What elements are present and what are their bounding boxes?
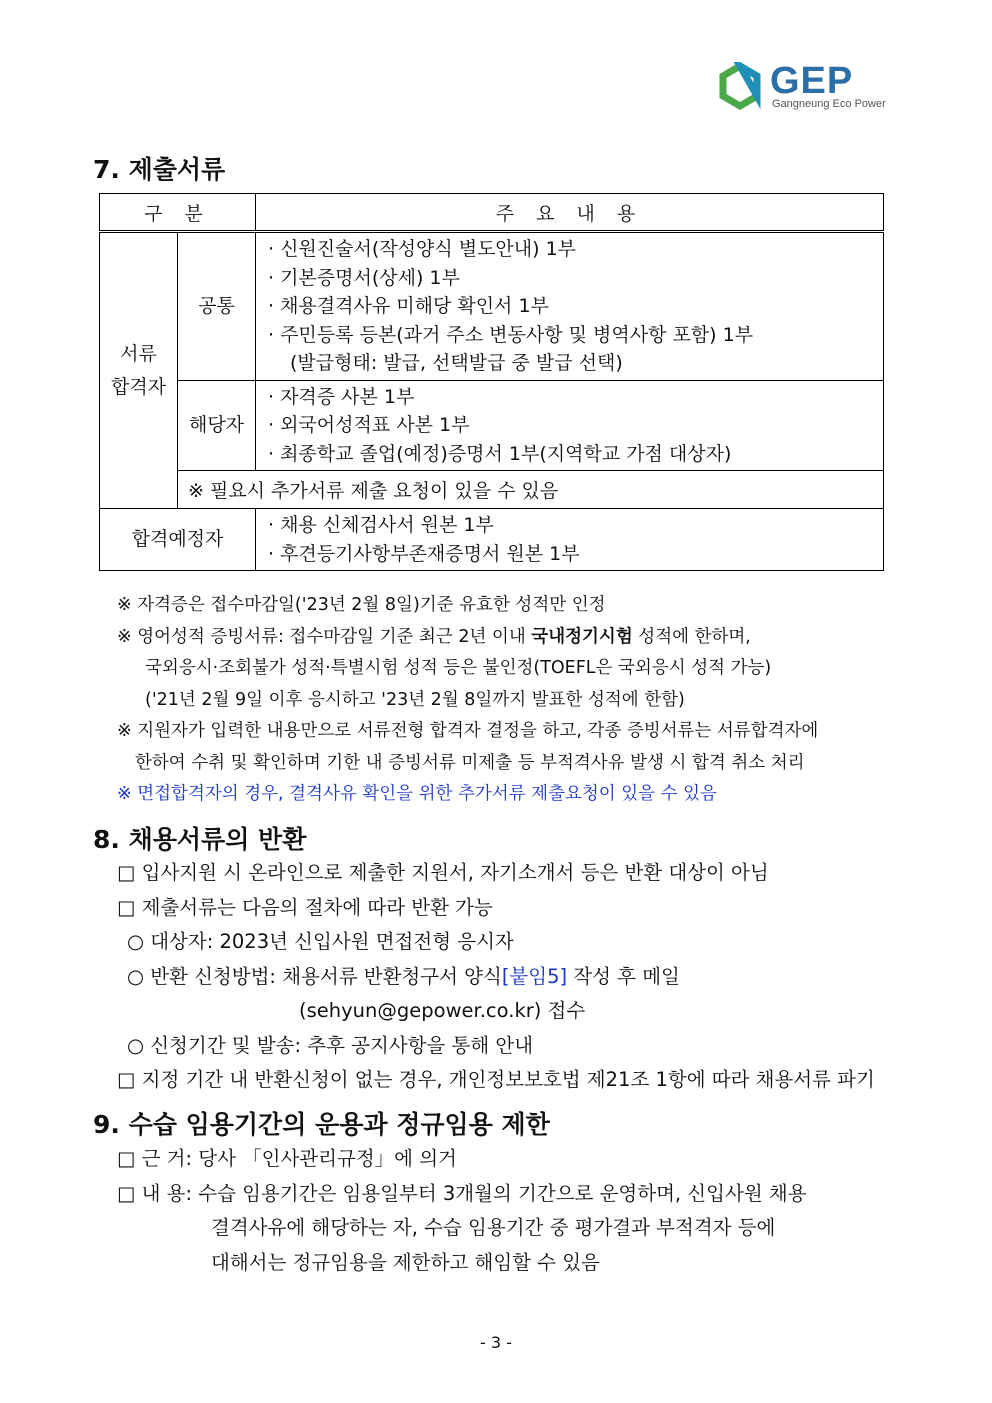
list-item: · 채용 신체검사서 원본 1부: [268, 514, 494, 536]
line-text: ○ 반환 신청방법: 채용서류 반환청구서 양식: [127, 964, 502, 988]
applicable-items: [256, 380, 884, 471]
list-item: (발급형태: 발급, 선택발급 중 발급 선택): [290, 352, 623, 374]
sub-bullet-line: ○ 신청기간 및 발송: 추후 공지사항을 통해 안내: [127, 1033, 534, 1057]
logo-subtitle: Gangneung Eco Power: [772, 98, 886, 110]
bullet-line: □ 지정 기간 내 반환신청이 없는 경우, 개인정보보호법 제21조 1항에 따라 채용서류 파기: [117, 1068, 875, 1091]
continuation-line: 대해서는 정규임용을 제한하고 해임할 수 있음: [211, 1250, 600, 1274]
bullet-line: □ 입사지원 시 온라인으로 제출한 지원서, 자기소개서 등은 반환 대상이 아님: [117, 861, 769, 884]
documents-table: [99, 193, 884, 571]
bullet-line: □ 제출서류는 다음의 절차에 따라 반환 가능: [117, 895, 493, 919]
list-item: · 채용결격사유 미해당 확인서 1부: [268, 295, 549, 317]
list-item: · 신원진술서(작성양식 별도안내) 1부: [268, 238, 577, 260]
sub-bullet-line: [117, 960, 875, 995]
note-text: ※ 영어성적 증빙서류: 접수마감일 기준 최근 2년 이내: [117, 626, 532, 647]
header-category: 구 분: [100, 194, 256, 232]
section-8-title: 8. 채용서류의 반환: [93, 825, 307, 854]
table-header-row: [100, 194, 884, 232]
finalist-items: [256, 509, 884, 571]
email-line: (sehyun@gepower.co.kr) 접수: [299, 999, 586, 1022]
table-row: [100, 232, 884, 381]
section-7-notes: [117, 590, 818, 811]
common-items: [256, 232, 884, 381]
logo-wordmark: GEP: [770, 60, 854, 102]
list-item: · 자격증 사본 1부: [268, 385, 415, 408]
company-logo: [716, 62, 896, 112]
note-emphasis: 국내정기시험: [531, 626, 633, 647]
list-item: · 외국어성적표 사본 1부: [268, 414, 470, 436]
bullet-line: □ 내 용: 수습 임용기간은 임용일부터 3개월의 기간으로 운영하며, 신입사원 채용: [117, 1181, 807, 1205]
continuation-line: 결격사유에 해당하는 자, 수습 임용기간 중 평가결과 부적격자 등에: [211, 1216, 776, 1239]
note-line: 한하여 수취 및 확인하며 기한 내 증빙서류 미제출 등 부적격사유 발생 시 합격 취소 처리: [135, 752, 805, 773]
attachment-ref: [붙임5]: [501, 964, 568, 988]
note-line: ※ 자격증은 접수마감일('23년 2월 8일)기준 유효한 성적만 인정: [117, 595, 606, 615]
table-row: [100, 471, 884, 509]
group-document-passers: 서류 합격자: [100, 232, 178, 509]
subgroup-applicable: 해당자: [178, 380, 256, 471]
bullet-line: □ 근 거: 당사 「인사관리규정」에 의거: [117, 1147, 457, 1170]
line-text: 작성 후 메일: [567, 964, 680, 988]
sub-bullet-line: ○ 대상자: 2023년 신입사원 면접전형 응시자: [127, 930, 514, 953]
note-line-highlight: ※ 면접합격자의 경우, 결격사유 확인을 위한 추가서류 제출요청이 있을 수 있음: [117, 784, 717, 804]
section-7-title: 7. 제출서류: [93, 155, 226, 184]
subgroup-common: 공통: [178, 232, 256, 381]
note-line: [117, 622, 818, 654]
note-line: ('21년 2월 9일 이후 응시하고 '23년 2월 8일까지 발표한 성적에 한함): [145, 689, 685, 710]
note-text: 성적에 한하며,: [632, 626, 751, 647]
extra-documents-note: ※ 필요시 추가서류 제출 요청이 있을 수 있음: [178, 471, 884, 509]
table-row: [100, 509, 884, 571]
list-item: · 최종학교 졸업(예정)증명서 1부(지역학교 가점 대상자): [268, 442, 732, 465]
page-number: - 3 -: [480, 1333, 512, 1352]
hexagon-ring-icon: [716, 62, 764, 110]
note-line: 국외응시·조회불가 성적·특별시험 성적 등은 불인정(TOEFL은 국외응시 성적 가능): [145, 658, 772, 678]
group-finalists: 합격예정자: [100, 509, 256, 571]
note-line: ※ 지원자가 입력한 내용만으로 서류전형 합격자 결정을 하고, 각종 증빙서류는 서류합격자에: [117, 721, 819, 741]
list-item: · 후견등기사항부존재증명서 원본 1부: [268, 542, 580, 565]
header-content: 주 요 내 용: [256, 194, 884, 232]
section-9-title: 9. 수습 임용기간의 운용과 정규임용 제한: [93, 1110, 550, 1139]
table-row: [100, 380, 884, 471]
section-9-body: [117, 1142, 807, 1280]
list-item: · 주민등록 등본(과거 주소 변동사항 및 병역사항 포함) 1부: [268, 323, 754, 346]
list-item: · 기본증명서(상세) 1부: [268, 266, 460, 289]
section-8-body: [117, 856, 875, 1098]
